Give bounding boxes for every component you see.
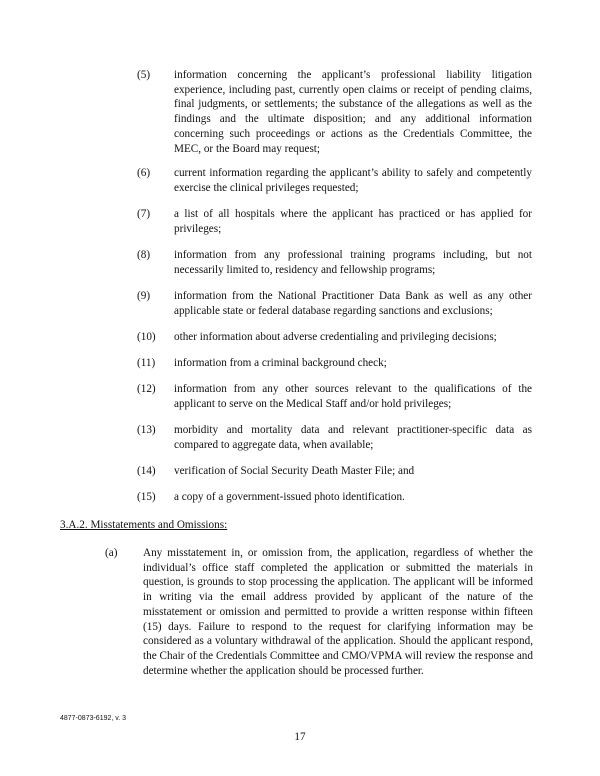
list-item-number: (11) [137, 357, 156, 369]
section-heading: 3.A.2. Misstatements and Omissions: [60, 519, 228, 531]
list-item-number: (10) [137, 331, 156, 343]
list-item-text: current information regarding the applicant’s ability to safely and competently exercise the clinical privileges requested; [174, 167, 532, 194]
list-item-text: information from the National Practitioner Data Bank as well as any other applicable state or federal database regarding sanctions and exclusions; [174, 290, 532, 317]
list-item-text: a list of all hospitals where the applicant has practiced or has applied for privileges; [174, 208, 532, 235]
list-item-number: (13) [137, 424, 156, 436]
list-item-text: verification of Social Security Death Master File; and [174, 465, 415, 477]
list-item-number: (15) [137, 491, 156, 503]
list-item-number: (9) [137, 290, 151, 302]
list-item-text: information from a criminal background check; [174, 357, 387, 369]
list-item-text: information from any other sources relevant to the qualifications of the applicant to serve on the Medical Staff and/or hold privileges; [174, 383, 532, 410]
paragraph-text: Any misstatement in, or omission from, the application, regardless of whether the individual’s office staff completed the application or submitted the materials in question, is grounds to stop processing the application. The applicant will be informed in writing via the email address provided by applicant of the nature of the misstatement or omission and permitted to provide a written response within fifteen (15) days. Failure to respond to the request for clarifying information may be considered as a voluntary withdrawal of the application. Should the applicant respond, the Chair of the Credentials Committee and CMO/VPMA will review the response and determine whether the application should be processed further. [143, 547, 533, 677]
list-item-number: (12) [137, 383, 156, 395]
list-item-text: information from any professional training programs including, but not necessarily limited to, residency and fellowship programs; [174, 249, 532, 276]
list-item-text: a copy of a government-issued photo identification. [174, 491, 405, 503]
list-item-text: morbidity and mortality data and relevant practitioner-specific data as compared to aggregate data, when available; [174, 424, 532, 451]
paragraph-number: (a) [105, 547, 118, 559]
list-item-number: (7) [137, 208, 151, 220]
document-id: 4877-0873-6192, v. 3 [60, 715, 127, 722]
page-number: 17 [294, 731, 306, 743]
list-item-text: information concerning the applicant’s professional liability litigation experience, including past, currently open claims or receipt of pending claims, final judgments, or settlements; the substance of the allegations as well as the findings and the ultimate disposition; and any additional information concerning such proceedings or actions as the Credentials Committee, the MEC, or the Board may request; [174, 69, 532, 155]
list-item-number: (14) [137, 465, 156, 477]
list-item-number: (8) [137, 249, 151, 261]
list-item-number: (5) [137, 69, 151, 81]
list-item-number: (6) [137, 167, 151, 179]
list-item-text: other information about adverse credentialing and privileging decisions; [174, 331, 497, 343]
